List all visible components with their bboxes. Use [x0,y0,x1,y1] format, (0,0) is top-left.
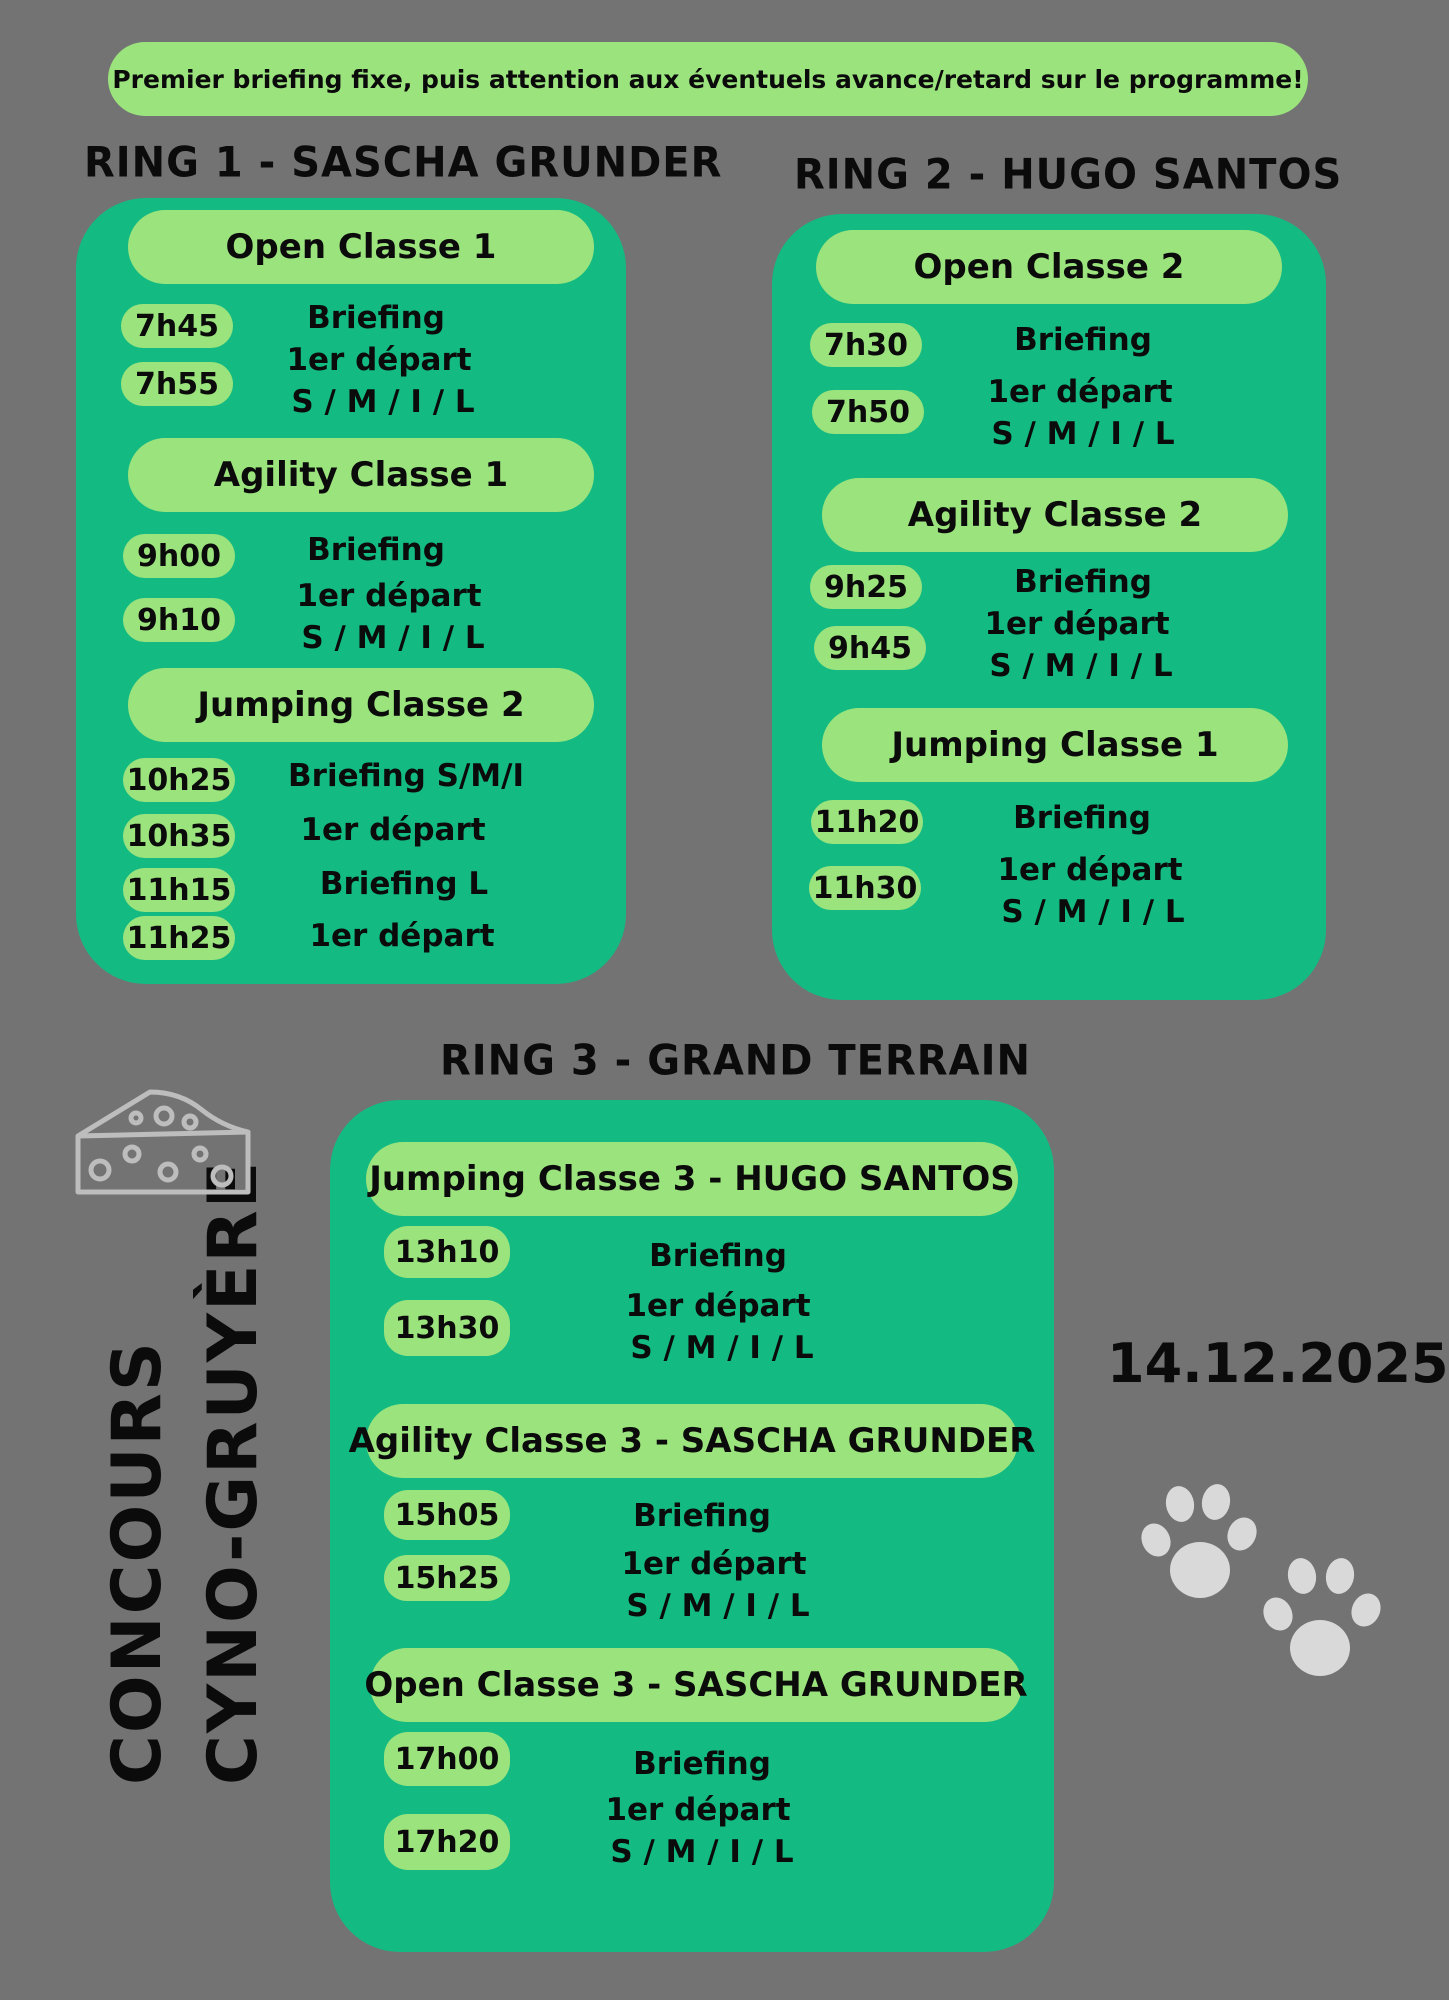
paw-print-icon [1138,1482,1258,1608]
ring3-jumping-start-label: 1er départ [625,1288,811,1324]
ring2-open-time-briefing: 7h30 [810,323,922,367]
ring1-open-sizes-label: S / M / I / L [291,384,475,420]
ring3-open-briefing-label: Briefing [633,1746,771,1782]
ring2-agility-briefing-label: Briefing [1014,564,1152,600]
ring2-open-sizes-label: S / M / I / L [991,416,1175,452]
ring3-jumping-time-briefing: 13h10 [384,1226,510,1278]
paw-print-icon [1262,1554,1382,1684]
side-title-line-2: CYNO-GRUYÈRE [194,1159,273,1785]
ring1-event-jumping-header: Jumping Classe 2 [128,668,594,742]
ring2-agility-sizes-label: S / M / I / L [989,648,1173,684]
ring3-agility-briefing-label: Briefing [633,1498,771,1534]
ring3-agility-start-label: 1er départ [621,1546,807,1582]
ring2-event-agility-header: Agility Classe 2 [822,478,1288,552]
ring1-jumping-time-2: 10h35 [123,814,235,858]
ring3-event-agility-header: Agility Classe 3 - SASCHA GRUNDER [366,1404,1018,1478]
ring1-open-briefing-label: Briefing [307,300,445,336]
ring1-open-time-start: 7h55 [121,362,233,406]
ring1-jumping-line-3: Briefing L [319,866,489,902]
ring1-agility-time-briefing: 9h00 [123,534,235,578]
ring1-event-open-header: Open Classe 1 [128,210,594,284]
ring3-open-start-label: 1er départ [605,1792,791,1828]
ring1-jumping-time-4: 11h25 [123,916,235,960]
ring2-title: RING 2 - HUGO SANTOS [794,150,1343,200]
cheese-icon [72,1088,256,1200]
ring2-jumping-time-briefing: 11h20 [811,800,923,844]
ring1-open-start-label: 1er départ [286,342,472,378]
notice-banner: Premier briefing fixe, puis attention aux éventuels avance/retard sur le programme! [108,42,1308,116]
ring3-jumping-sizes-label: S / M / I / L [630,1330,814,1366]
ring2-event-jumping-header: Jumping Classe 1 [822,708,1288,782]
ring1-jumping-time-3: 11h15 [123,868,235,912]
ring1-open-time-briefing: 7h45 [121,304,233,348]
ring3-open-time-briefing: 17h00 [384,1732,510,1786]
ring2-open-time-start: 7h50 [812,390,924,434]
ring2-agility-start-label: 1er départ [984,606,1170,642]
ring3-event-jumping-header: Jumping Classe 3 - HUGO SANTOS [366,1142,1018,1216]
ring3-event-open-header: Open Classe 3 - SASCHA GRUNDER [370,1648,1022,1722]
ring1-jumping-line-2: 1er départ [300,812,486,848]
ring1-jumping-line-4: 1er départ [309,918,495,954]
ring1-title: RING 1 - SASCHA GRUNDER [84,138,723,188]
ring3-agility-time-start: 15h25 [384,1555,510,1601]
ring2-agility-time-briefing: 9h25 [810,565,922,609]
side-title [90,1160,282,1785]
ring2-event-open-header: Open Classe 2 [816,230,1282,304]
ring1-agility-sizes-label: S / M / I / L [301,620,485,656]
ring2-jumping-sizes-label: S / M / I / L [1001,894,1185,930]
ring2-agility-time-start: 9h45 [814,626,926,670]
ring1-jumping-time-1: 10h25 [123,758,235,802]
ring2-jumping-start-label: 1er départ [997,852,1183,888]
ring3-jumping-time-start: 13h30 [384,1300,510,1356]
side-title-line-1: CONCOURS [98,1340,177,1785]
ring1-event-agility-header: Agility Classe 1 [128,438,594,512]
ring2-open-briefing-label: Briefing [1014,322,1152,358]
ring1-agility-briefing-label: Briefing [307,532,445,568]
ring2-jumping-time-start: 11h30 [809,866,921,910]
event-date: 14.12.2025 [1107,1332,1449,1395]
ring3-agility-sizes-label: S / M / I / L [626,1588,810,1624]
ring3-jumping-briefing-label: Briefing [649,1238,787,1274]
ring1-agility-time-start: 9h10 [123,598,235,642]
ring2-jumping-briefing-label: Briefing [1013,800,1151,836]
ring3-open-time-start: 17h20 [384,1814,510,1870]
ring3-title: RING 3 - GRAND TERRAIN [440,1036,1031,1086]
ring1-agility-start-label: 1er départ [296,578,482,614]
ring1-jumping-line-1: Briefing S/M/I [288,758,524,794]
ring3-open-sizes-label: S / M / I / L [610,1834,794,1870]
ring3-agility-time-briefing: 15h05 [384,1490,510,1540]
ring2-open-start-label: 1er départ [987,374,1173,410]
